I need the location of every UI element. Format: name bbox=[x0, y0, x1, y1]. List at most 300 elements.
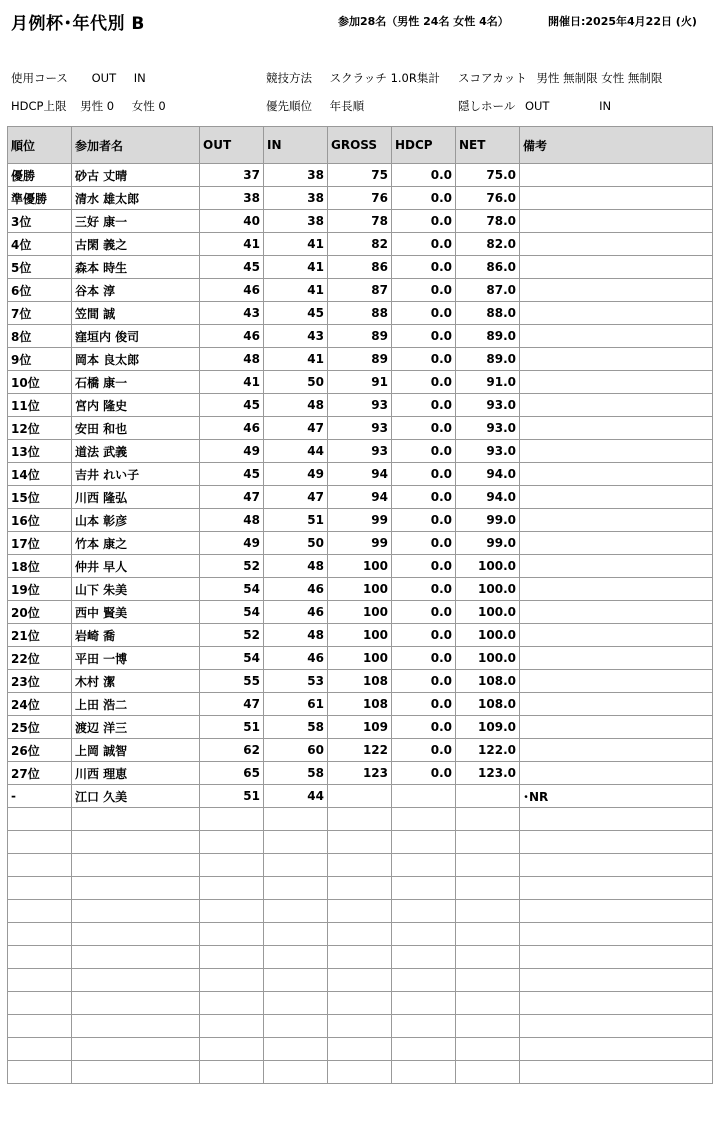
scorecut-label: スコアカット bbox=[458, 71, 527, 85]
empty-cell bbox=[520, 1038, 713, 1061]
remarks-cell bbox=[520, 371, 713, 394]
in-cell: 60 bbox=[264, 739, 328, 762]
empty-row bbox=[8, 1061, 713, 1084]
table-row bbox=[8, 509, 713, 532]
empty-cell bbox=[392, 808, 456, 831]
empty-cell bbox=[264, 946, 328, 969]
hdcp-cell: 0.0 bbox=[392, 762, 456, 785]
empty-cell bbox=[520, 923, 713, 946]
empty-cell bbox=[264, 877, 328, 900]
name-cell: 川西 隆弘 bbox=[72, 486, 200, 509]
table-row bbox=[8, 302, 713, 325]
out-cell: 45 bbox=[200, 394, 264, 417]
out-cell: 47 bbox=[200, 693, 264, 716]
remarks-cell bbox=[520, 486, 713, 509]
empty-cell bbox=[264, 808, 328, 831]
in-cell: 61 bbox=[264, 693, 328, 716]
empty-cell bbox=[328, 992, 392, 1015]
in-cell: 46 bbox=[264, 647, 328, 670]
hdcp-cell: 0.0 bbox=[392, 164, 456, 187]
remarks-cell bbox=[520, 509, 713, 532]
empty-cell bbox=[392, 1015, 456, 1038]
name-cell: 宮内 隆史 bbox=[72, 394, 200, 417]
scorecut-info bbox=[458, 70, 662, 86]
empty-cell bbox=[8, 923, 72, 946]
out-cell: 48 bbox=[200, 348, 264, 371]
empty-row bbox=[8, 946, 713, 969]
out-cell: 46 bbox=[200, 325, 264, 348]
empty-cell bbox=[264, 1015, 328, 1038]
table-row bbox=[8, 762, 713, 785]
net-cell: 94.0 bbox=[456, 486, 520, 509]
out-cell: 49 bbox=[200, 532, 264, 555]
rank-cell: 19位 bbox=[8, 578, 72, 601]
empty-cell bbox=[8, 969, 72, 992]
empty-cell bbox=[520, 831, 713, 854]
table-row bbox=[8, 785, 713, 808]
empty-cell bbox=[72, 1038, 200, 1061]
remarks-cell bbox=[520, 210, 713, 233]
empty-cell bbox=[328, 831, 392, 854]
in-cell: 41 bbox=[264, 256, 328, 279]
hdcp-cell: 0.0 bbox=[392, 716, 456, 739]
gross-cell: 100 bbox=[328, 601, 392, 624]
empty-cell bbox=[456, 992, 520, 1015]
gross-cell: 94 bbox=[328, 486, 392, 509]
rank-cell: 6位 bbox=[8, 279, 72, 302]
name-cell: 三好 康一 bbox=[72, 210, 200, 233]
empty-cell bbox=[200, 854, 264, 877]
empty-cell bbox=[520, 900, 713, 923]
empty-row bbox=[8, 992, 713, 1015]
out-cell: 51 bbox=[200, 716, 264, 739]
table-row bbox=[8, 716, 713, 739]
net-cell: 88.0 bbox=[456, 302, 520, 325]
remarks-cell bbox=[520, 762, 713, 785]
empty-cell bbox=[456, 1038, 520, 1061]
hdcp-cell: 0.0 bbox=[392, 417, 456, 440]
rank-cell: 4位 bbox=[8, 233, 72, 256]
gross-cell: 82 bbox=[328, 233, 392, 256]
in-cell: 38 bbox=[264, 164, 328, 187]
empty-cell bbox=[72, 946, 200, 969]
name-cell: 道法 武義 bbox=[72, 440, 200, 463]
hidden-hole-label: 隠しホール bbox=[458, 99, 516, 113]
net-cell: 100.0 bbox=[456, 555, 520, 578]
table-row bbox=[8, 256, 713, 279]
gross-cell: 93 bbox=[328, 440, 392, 463]
name-cell: 平田 一博 bbox=[72, 647, 200, 670]
empty-cell bbox=[328, 854, 392, 877]
table-row bbox=[8, 325, 713, 348]
empty-cell bbox=[392, 900, 456, 923]
rank-cell: 8位 bbox=[8, 325, 72, 348]
name-cell: 石橋 康一 bbox=[72, 371, 200, 394]
gross-cell: 75 bbox=[328, 164, 392, 187]
name-cell: 西中 賢美 bbox=[72, 601, 200, 624]
remarks-cell bbox=[520, 256, 713, 279]
gross-cell bbox=[328, 785, 392, 808]
net-cell: 86.0 bbox=[456, 256, 520, 279]
empty-cell bbox=[72, 900, 200, 923]
net-cell: 76.0 bbox=[456, 187, 520, 210]
net-cell: 82.0 bbox=[456, 233, 520, 256]
empty-cell bbox=[72, 1015, 200, 1038]
empty-cell bbox=[456, 877, 520, 900]
empty-row bbox=[8, 969, 713, 992]
remarks-cell bbox=[520, 670, 713, 693]
gross-cell: 108 bbox=[328, 693, 392, 716]
rank-cell: 準優勝 bbox=[8, 187, 72, 210]
empty-cell bbox=[8, 1015, 72, 1038]
name-cell: 窪垣内 俊司 bbox=[72, 325, 200, 348]
hdcp-cell: 0.0 bbox=[392, 233, 456, 256]
hdcp-cell: 0.0 bbox=[392, 302, 456, 325]
table-row bbox=[8, 601, 713, 624]
hdcp-cell: 0.0 bbox=[392, 509, 456, 532]
gross-cell: 93 bbox=[328, 394, 392, 417]
empty-cell bbox=[8, 877, 72, 900]
remarks-cell bbox=[520, 394, 713, 417]
name-cell: 江口 久美 bbox=[72, 785, 200, 808]
in-cell: 44 bbox=[264, 785, 328, 808]
empty-cell bbox=[328, 923, 392, 946]
in-cell: 58 bbox=[264, 716, 328, 739]
net-cell: 93.0 bbox=[456, 417, 520, 440]
empty-cell bbox=[264, 831, 328, 854]
table-row bbox=[8, 670, 713, 693]
rank-cell: 13位 bbox=[8, 440, 72, 463]
rank-cell: 12位 bbox=[8, 417, 72, 440]
method-label: 競技方法 bbox=[266, 71, 312, 85]
empty-cell bbox=[328, 969, 392, 992]
empty-cell bbox=[520, 808, 713, 831]
net-cell: 93.0 bbox=[456, 394, 520, 417]
name-cell: 竹本 康之 bbox=[72, 532, 200, 555]
net-cell: 99.0 bbox=[456, 532, 520, 555]
in-cell: 41 bbox=[264, 233, 328, 256]
name-cell: 川西 理恵 bbox=[72, 762, 200, 785]
hdcp-cell: 0.0 bbox=[392, 440, 456, 463]
out-cell: 48 bbox=[200, 509, 264, 532]
empty-cell bbox=[392, 877, 456, 900]
table-row bbox=[8, 624, 713, 647]
out-cell: 65 bbox=[200, 762, 264, 785]
name-cell: 岩崎 喬 bbox=[72, 624, 200, 647]
remarks-cell bbox=[520, 601, 713, 624]
rank-cell: - bbox=[8, 785, 72, 808]
out-cell: 45 bbox=[200, 463, 264, 486]
hdcp-cell: 0.0 bbox=[392, 670, 456, 693]
col-remarks: 備考 bbox=[520, 127, 713, 164]
empty-cell bbox=[72, 877, 200, 900]
empty-cell bbox=[200, 1038, 264, 1061]
gross-cell: 76 bbox=[328, 187, 392, 210]
empty-cell bbox=[264, 854, 328, 877]
out-cell: 54 bbox=[200, 601, 264, 624]
hdcp-cell: 0.0 bbox=[392, 624, 456, 647]
in-cell: 38 bbox=[264, 210, 328, 233]
empty-cell bbox=[456, 946, 520, 969]
net-cell: 122.0 bbox=[456, 739, 520, 762]
empty-cell bbox=[264, 1061, 328, 1084]
col-hdcp: HDCP bbox=[392, 127, 456, 164]
name-cell: 砂古 丈晴 bbox=[72, 164, 200, 187]
empty-row bbox=[8, 877, 713, 900]
out-cell: 43 bbox=[200, 302, 264, 325]
table-row bbox=[8, 647, 713, 670]
table-row bbox=[8, 486, 713, 509]
priority-value: 年長順 bbox=[329, 99, 365, 113]
hdcp-label: HDCP上限 bbox=[11, 99, 67, 113]
gross-cell: 78 bbox=[328, 210, 392, 233]
rank-cell: 11位 bbox=[8, 394, 72, 417]
empty-cell bbox=[264, 992, 328, 1015]
net-cell: 108.0 bbox=[456, 693, 520, 716]
empty-row bbox=[8, 900, 713, 923]
gross-cell: 87 bbox=[328, 279, 392, 302]
rank-cell: 3位 bbox=[8, 210, 72, 233]
empty-cell bbox=[392, 854, 456, 877]
name-cell: 古閑 義之 bbox=[72, 233, 200, 256]
empty-cell bbox=[328, 900, 392, 923]
in-cell: 53 bbox=[264, 670, 328, 693]
name-cell: 笠間 誠 bbox=[72, 302, 200, 325]
name-cell: 吉井 れい子 bbox=[72, 463, 200, 486]
empty-cell bbox=[264, 900, 328, 923]
table-row bbox=[8, 348, 713, 371]
gross-cell: 123 bbox=[328, 762, 392, 785]
rank-cell: 優勝 bbox=[8, 164, 72, 187]
out-cell: 47 bbox=[200, 486, 264, 509]
out-cell: 49 bbox=[200, 440, 264, 463]
remarks-cell bbox=[520, 164, 713, 187]
in-cell: 41 bbox=[264, 279, 328, 302]
empty-cell bbox=[200, 923, 264, 946]
table-row bbox=[8, 532, 713, 555]
net-cell: 100.0 bbox=[456, 647, 520, 670]
rank-cell: 23位 bbox=[8, 670, 72, 693]
empty-cell bbox=[520, 946, 713, 969]
remarks-cell bbox=[520, 440, 713, 463]
empty-cell bbox=[328, 877, 392, 900]
hdcp-female: 女性 0 bbox=[131, 99, 166, 113]
table-row bbox=[8, 279, 713, 302]
in-cell: 48 bbox=[264, 624, 328, 647]
empty-cell bbox=[392, 992, 456, 1015]
net-cell: 94.0 bbox=[456, 463, 520, 486]
out-cell: 37 bbox=[200, 164, 264, 187]
empty-cell bbox=[200, 946, 264, 969]
empty-cell bbox=[520, 992, 713, 1015]
net-cell: 109.0 bbox=[456, 716, 520, 739]
out-cell: 55 bbox=[200, 670, 264, 693]
hdcp-cell: 0.0 bbox=[392, 348, 456, 371]
rank-cell: 24位 bbox=[8, 693, 72, 716]
in-cell: 50 bbox=[264, 532, 328, 555]
rank-cell: 10位 bbox=[8, 371, 72, 394]
net-cell: 89.0 bbox=[456, 348, 520, 371]
out-cell: 38 bbox=[200, 187, 264, 210]
empty-cell bbox=[264, 969, 328, 992]
out-cell: 41 bbox=[200, 233, 264, 256]
gross-cell: 94 bbox=[328, 463, 392, 486]
hdcp-cell: 0.0 bbox=[392, 371, 456, 394]
rank-cell: 22位 bbox=[8, 647, 72, 670]
gross-cell: 99 bbox=[328, 509, 392, 532]
rank-cell: 26位 bbox=[8, 739, 72, 762]
empty-cell bbox=[328, 946, 392, 969]
empty-cell bbox=[392, 946, 456, 969]
empty-row bbox=[8, 808, 713, 831]
page-title: 月例杯･年代別 B bbox=[11, 14, 145, 34]
empty-cell bbox=[456, 900, 520, 923]
empty-cell bbox=[328, 1061, 392, 1084]
remarks-cell bbox=[520, 693, 713, 716]
empty-cell bbox=[392, 923, 456, 946]
in-cell: 41 bbox=[264, 348, 328, 371]
empty-cell bbox=[456, 969, 520, 992]
in-cell: 50 bbox=[264, 371, 328, 394]
remarks-cell bbox=[520, 647, 713, 670]
hidden-hole-info bbox=[458, 98, 611, 114]
rank-cell: 27位 bbox=[8, 762, 72, 785]
table-header-row bbox=[8, 127, 713, 164]
empty-cell bbox=[392, 1038, 456, 1061]
remarks-cell bbox=[520, 555, 713, 578]
empty-cell bbox=[456, 1015, 520, 1038]
empty-cell bbox=[72, 969, 200, 992]
scorecut-value: 男性 無制限 女性 無制限 bbox=[536, 71, 663, 85]
course-label: 使用コース bbox=[11, 71, 68, 85]
out-cell: 52 bbox=[200, 555, 264, 578]
gross-cell: 99 bbox=[328, 532, 392, 555]
in-cell: 38 bbox=[264, 187, 328, 210]
remarks-cell bbox=[520, 578, 713, 601]
rank-cell: 16位 bbox=[8, 509, 72, 532]
empty-cell bbox=[264, 1038, 328, 1061]
table-row bbox=[8, 164, 713, 187]
in-cell: 51 bbox=[264, 509, 328, 532]
hdcp-cell: 0.0 bbox=[392, 739, 456, 762]
table-row bbox=[8, 394, 713, 417]
out-cell: 62 bbox=[200, 739, 264, 762]
empty-cell bbox=[200, 808, 264, 831]
course-info bbox=[11, 70, 146, 86]
table-row bbox=[8, 555, 713, 578]
in-cell: 46 bbox=[264, 601, 328, 624]
col-in: IN bbox=[264, 127, 328, 164]
empty-cell bbox=[8, 992, 72, 1015]
remarks-cell bbox=[520, 463, 713, 486]
hdcp-cell: 0.0 bbox=[392, 279, 456, 302]
gross-cell: 109 bbox=[328, 716, 392, 739]
rank-cell: 9位 bbox=[8, 348, 72, 371]
name-cell: 山本 彰彦 bbox=[72, 509, 200, 532]
gross-cell: 86 bbox=[328, 256, 392, 279]
empty-cell bbox=[72, 854, 200, 877]
empty-cell bbox=[72, 923, 200, 946]
empty-cell bbox=[200, 900, 264, 923]
remarks-cell bbox=[520, 279, 713, 302]
rank-cell: 21位 bbox=[8, 624, 72, 647]
empty-row bbox=[8, 854, 713, 877]
empty-cell bbox=[392, 831, 456, 854]
col-net: NET bbox=[456, 127, 520, 164]
remarks-cell bbox=[520, 348, 713, 371]
remarks-cell bbox=[520, 716, 713, 739]
results-table bbox=[7, 126, 713, 1084]
rank-cell: 18位 bbox=[8, 555, 72, 578]
in-cell: 49 bbox=[264, 463, 328, 486]
name-cell: 仲井 早人 bbox=[72, 555, 200, 578]
in-cell: 47 bbox=[264, 486, 328, 509]
empty-cell bbox=[456, 808, 520, 831]
empty-cell bbox=[456, 831, 520, 854]
empty-cell bbox=[8, 831, 72, 854]
gross-cell: 93 bbox=[328, 417, 392, 440]
hdcp-cell bbox=[392, 785, 456, 808]
hdcp-cell: 0.0 bbox=[392, 463, 456, 486]
empty-cell bbox=[72, 992, 200, 1015]
remarks-cell bbox=[520, 417, 713, 440]
hdcp-cell: 0.0 bbox=[392, 210, 456, 233]
table-row bbox=[8, 440, 713, 463]
gross-cell: 91 bbox=[328, 371, 392, 394]
participant-count: 参加28名（男性 24名 女性 4名） bbox=[338, 15, 509, 28]
out-cell: 51 bbox=[200, 785, 264, 808]
rank-cell: 7位 bbox=[8, 302, 72, 325]
empty-cell bbox=[520, 969, 713, 992]
rank-cell: 14位 bbox=[8, 463, 72, 486]
table-row bbox=[8, 693, 713, 716]
out-cell: 40 bbox=[200, 210, 264, 233]
empty-row bbox=[8, 923, 713, 946]
results-body bbox=[8, 164, 713, 1084]
in-cell: 48 bbox=[264, 555, 328, 578]
in-cell: 46 bbox=[264, 578, 328, 601]
hdcp-cell: 0.0 bbox=[392, 693, 456, 716]
remarks-cell: ･NR bbox=[520, 785, 713, 808]
hdcp-cell: 0.0 bbox=[392, 601, 456, 624]
in-cell: 45 bbox=[264, 302, 328, 325]
net-cell: 89.0 bbox=[456, 325, 520, 348]
empty-cell bbox=[8, 854, 72, 877]
gross-cell: 100 bbox=[328, 555, 392, 578]
hdcp-cell: 0.0 bbox=[392, 256, 456, 279]
out-cell: 52 bbox=[200, 624, 264, 647]
out-cell: 45 bbox=[200, 256, 264, 279]
name-cell: 谷本 淳 bbox=[72, 279, 200, 302]
in-cell: 48 bbox=[264, 394, 328, 417]
empty-row bbox=[8, 831, 713, 854]
empty-cell bbox=[520, 854, 713, 877]
gross-cell: 108 bbox=[328, 670, 392, 693]
empty-cell bbox=[456, 1061, 520, 1084]
in-cell: 43 bbox=[264, 325, 328, 348]
hdcp-cell: 0.0 bbox=[392, 647, 456, 670]
empty-cell bbox=[8, 808, 72, 831]
hdcp-info bbox=[11, 98, 166, 114]
net-cell: 78.0 bbox=[456, 210, 520, 233]
empty-cell bbox=[200, 969, 264, 992]
hdcp-cell: 0.0 bbox=[392, 394, 456, 417]
priority-info bbox=[266, 98, 364, 114]
in-cell: 47 bbox=[264, 417, 328, 440]
out-cell: 46 bbox=[200, 279, 264, 302]
name-cell: 山下 朱美 bbox=[72, 578, 200, 601]
gross-cell: 100 bbox=[328, 578, 392, 601]
